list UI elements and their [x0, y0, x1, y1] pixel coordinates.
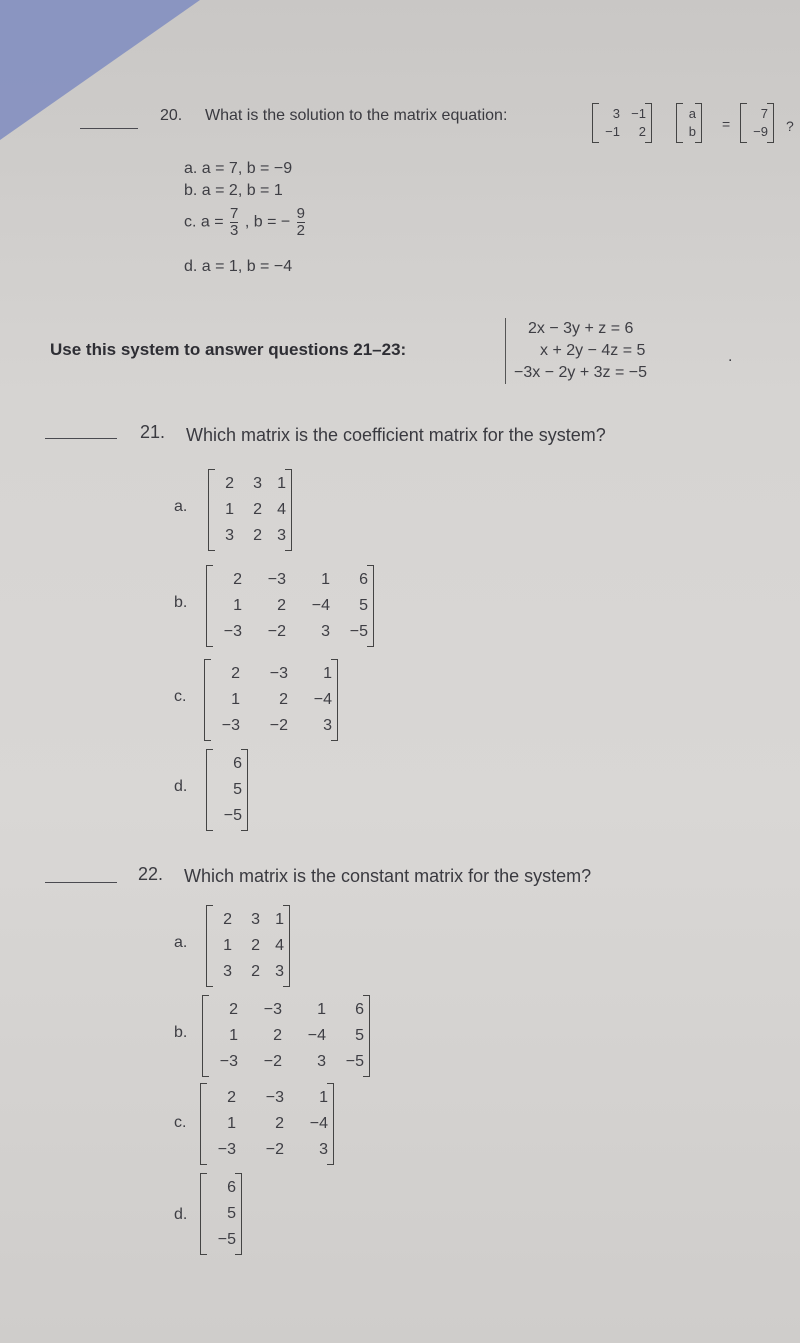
matrix-cell: 1	[227, 1115, 236, 1132]
frac-b-denominator: 2	[296, 222, 305, 239]
matrix-cell: −2	[267, 623, 286, 640]
matrix-cell: −2	[263, 1053, 282, 1070]
matrix-cell: 2	[275, 1115, 284, 1132]
matrix-cell: 3	[223, 963, 232, 980]
q21-matrix-d	[212, 752, 242, 828]
system-equation-2: x + 2y − 4z = 5	[540, 342, 646, 359]
system-label: Use this system to answer questions 21–23:	[50, 340, 407, 359]
matrix-cell: 3	[317, 1053, 326, 1070]
matrix-cell: 6	[359, 571, 368, 588]
matrix-cell: 3	[275, 963, 284, 980]
matrix-cell: −2	[265, 1141, 284, 1158]
matrix-cell: −5	[223, 807, 242, 824]
frac-a-denominator: 3	[230, 222, 239, 239]
matrix-cell: −3	[263, 1001, 282, 1018]
q21-letter-d[interactable]: d.	[174, 778, 188, 795]
q21-matrix-b	[212, 568, 368, 644]
matrix-cell: 5	[359, 597, 368, 614]
matrix-cell: 1	[277, 475, 286, 492]
matrix-cell: 2	[229, 1001, 238, 1018]
q22-matrix-a	[212, 908, 284, 984]
q20-equals-sign: =	[722, 116, 731, 132]
matrix-cell: −5	[217, 1231, 236, 1248]
q22-matrix-b	[208, 998, 364, 1074]
q22-letter-c[interactable]: c.	[174, 1114, 187, 1131]
q22-answer-blank[interactable]	[45, 882, 117, 883]
q21-text: Which matrix is the coefficient matrix for the system?	[186, 425, 606, 445]
system-equation-1: 2x − 3y + z = 6	[528, 320, 634, 337]
q20-option-d[interactable]: d. a = 1, b = −4	[184, 258, 293, 275]
matrix-cell: b	[688, 124, 696, 139]
q21-letter-b[interactable]: b.	[174, 594, 188, 611]
matrix-cell: 2	[253, 501, 262, 518]
matrix-cell: −3	[267, 571, 286, 588]
matrix-cell: −3	[269, 665, 288, 682]
q22-matrix-d	[206, 1176, 236, 1252]
q21-matrix-c	[210, 662, 332, 738]
matrix-cell: 1	[231, 691, 240, 708]
q21-matrix-a	[214, 472, 286, 548]
q20-option-c-prefix: c. a =	[184, 213, 224, 231]
matrix-cell: −9	[753, 124, 768, 139]
matrix-cell: 3	[277, 527, 286, 544]
q22-matrix-c	[206, 1086, 328, 1162]
equation-system	[505, 318, 647, 384]
q20-variable-matrix	[682, 106, 696, 140]
matrix-cell: 1	[225, 501, 234, 518]
matrix-cell: −3	[221, 717, 240, 734]
matrix-cell: 3	[251, 911, 260, 928]
matrix-cell: 1	[321, 571, 330, 588]
matrix-cell: 6	[227, 1179, 236, 1196]
matrix-cell: −4	[309, 1115, 328, 1132]
matrix-cell: −4	[307, 1027, 326, 1044]
matrix-cell: 3	[321, 623, 330, 640]
matrix-cell: 2	[223, 911, 232, 928]
matrix-cell: 1	[229, 1027, 238, 1044]
matrix-cell: −3	[265, 1089, 284, 1106]
matrix-cell: 5	[355, 1027, 364, 1044]
matrix-cell: 2	[227, 1089, 236, 1106]
matrix-cell: −3	[223, 623, 242, 640]
matrix-cell: 7	[760, 106, 768, 121]
matrix-cell: 4	[277, 501, 286, 518]
matrix-cell: 5	[233, 781, 242, 798]
matrix-cell: 2	[231, 665, 240, 682]
matrix-cell: 2	[251, 937, 260, 954]
matrix-cell: −4	[311, 597, 330, 614]
q20-option-c[interactable]	[184, 206, 307, 239]
matrix-cell: −1	[605, 124, 620, 139]
q22-text: Which matrix is the constant matrix for the system?	[184, 866, 592, 886]
frac-a-numerator: 7	[230, 205, 239, 222]
matrix-cell: 2	[273, 1027, 282, 1044]
matrix-cell: 3	[319, 1141, 328, 1158]
matrix-cell: 3	[253, 475, 262, 492]
frac-b-numerator: 9	[296, 205, 305, 222]
q22-letter-a[interactable]: a.	[174, 934, 188, 951]
matrix-cell: 5	[227, 1205, 236, 1222]
matrix-cell: a	[688, 106, 696, 121]
q22-number: 22.	[138, 864, 164, 884]
matrix-cell: −2	[269, 717, 288, 734]
matrix-cell: 1	[317, 1001, 326, 1018]
q22-letter-b[interactable]: b.	[174, 1024, 188, 1041]
matrix-cell: 2	[233, 571, 242, 588]
q20-option-c-mid: , b = −	[244, 213, 291, 231]
system-trailing-period: .	[728, 348, 733, 365]
q20-option-c-frac-b	[297, 206, 305, 239]
matrix-cell: 3	[323, 717, 332, 734]
matrix-cell: −5	[345, 1053, 364, 1070]
system-equation-3: −3x − 2y + 3z = −5	[514, 364, 647, 381]
q22-letter-d[interactable]: d.	[174, 1206, 188, 1223]
matrix-cell: −1	[631, 106, 646, 121]
q20-text: What is the solution to the matrix equation:	[205, 107, 508, 124]
q21-letter-a[interactable]: a.	[174, 498, 188, 515]
q20-option-a[interactable]: a. a = 7, b = −9	[184, 160, 293, 177]
matrix-cell: 2	[251, 963, 260, 980]
matrix-cell: 6	[233, 755, 242, 772]
matrix-cell: 2	[638, 124, 646, 139]
matrix-cell: 1	[233, 597, 242, 614]
matrix-cell: −4	[313, 691, 332, 708]
matrix-cell: 1	[319, 1089, 328, 1106]
q20-rhs-matrix	[746, 106, 768, 140]
matrix-cell: 1	[275, 911, 284, 928]
matrix-cell: −3	[219, 1053, 238, 1070]
q20-number: 20.	[160, 107, 183, 124]
matrix-cell: 3	[612, 106, 620, 121]
q20-coefficient-matrix	[598, 106, 646, 140]
q21-letter-c[interactable]: c.	[174, 688, 187, 705]
matrix-cell: −3	[217, 1141, 236, 1158]
q21-answer-blank[interactable]	[45, 438, 117, 439]
matrix-cell: 1	[223, 937, 232, 954]
matrix-cell: 4	[275, 937, 284, 954]
q20-option-b[interactable]: b. a = 2, b = 1	[184, 182, 283, 199]
matrix-cell: 3	[225, 527, 234, 544]
q20-question-mark: ?	[786, 118, 794, 134]
q21-number: 21.	[140, 422, 166, 442]
matrix-cell: 2	[253, 527, 262, 544]
matrix-cell: 2	[225, 475, 234, 492]
q20-option-c-frac-a	[230, 206, 238, 239]
q20-answer-blank[interactable]	[80, 128, 138, 129]
matrix-cell: 2	[279, 691, 288, 708]
matrix-cell: 6	[355, 1001, 364, 1018]
matrix-cell: 2	[277, 597, 286, 614]
matrix-cell: −5	[349, 623, 368, 640]
matrix-cell: 1	[323, 665, 332, 682]
